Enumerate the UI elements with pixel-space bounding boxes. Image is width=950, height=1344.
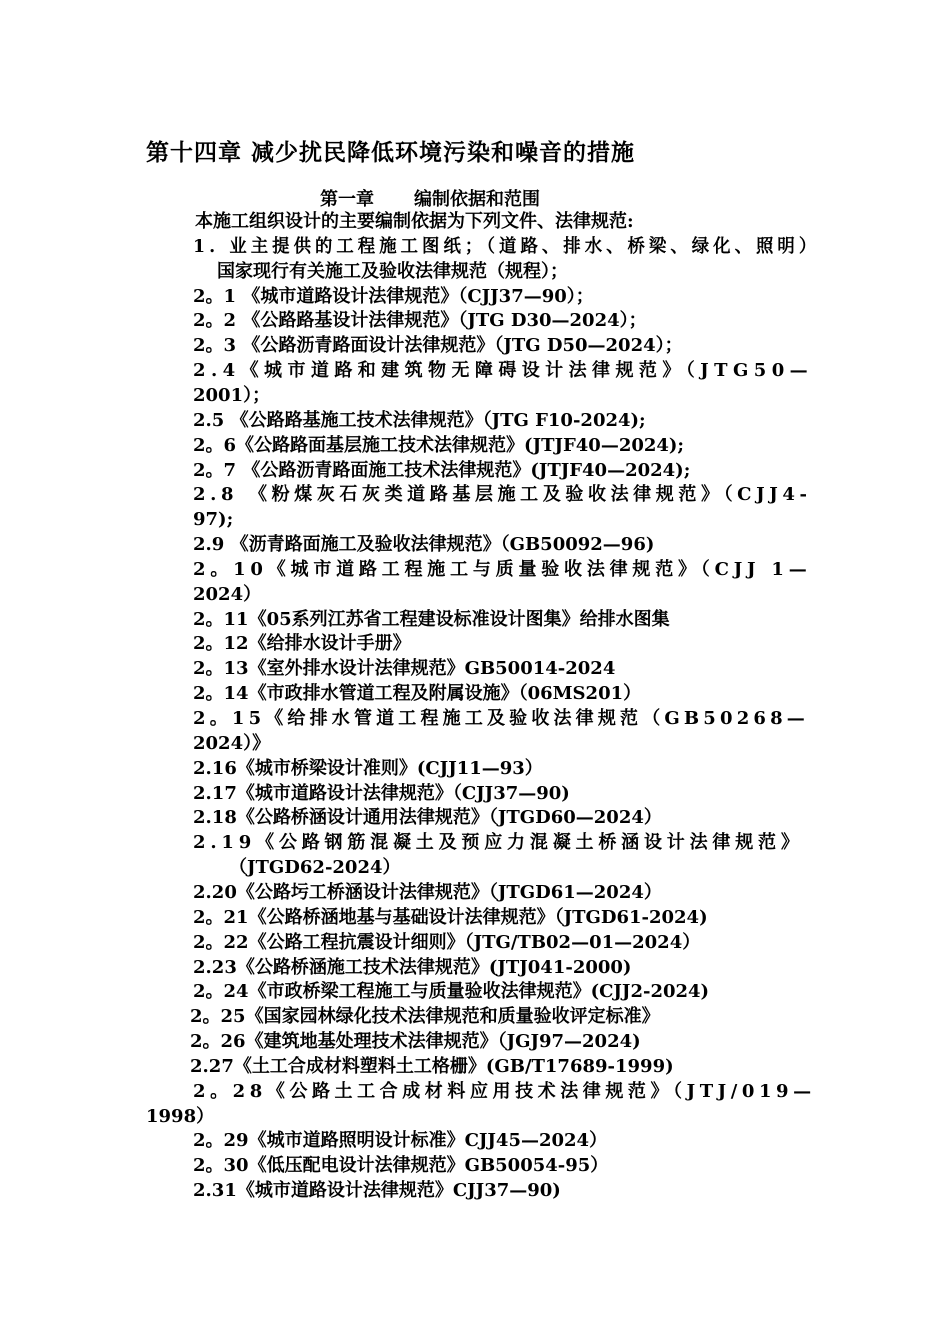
body-line: 2.18《公路桥涵设计通用法律规范》（JTGD60—2024） <box>193 807 662 829</box>
body-line: 2。21《公路桥涵地基与基础设计法律规范》（JTGD61-2024) <box>193 906 708 928</box>
body-line: 2.17《城市道路设计法律规范》（CJJ37—90) <box>193 782 570 804</box>
body-line: 2。24《市政桥梁工程施工与质量验收法律规范》(CJJ2-2024) <box>193 981 710 1003</box>
body-line: 2。25《国家园林绿化技术法律规范和质量验收评定标准》 <box>190 1006 660 1028</box>
body-line: 2.20《公路圬工桥涵设计法律规范》（JTGD61—2024） <box>193 881 662 903</box>
body-line: 2。11《05系列江苏省工程建设标准设计图集》给排水图集 <box>193 608 670 630</box>
body-line: 2。7 《公路沥青路面施工技术法律规范》(JTJF40—2024); <box>193 459 691 481</box>
body-line: （JTGD62-2024） <box>229 857 401 879</box>
body-line: 2。1 《城市道路设计法律规范》（CJJ37—90）； <box>193 285 594 307</box>
body-line: 本施工组织设计的主要编制依据为下列文件、法律规范: <box>195 211 634 232</box>
body-line: 1998） <box>146 1105 215 1127</box>
page-title: 第十四章 减少扰民降低环境污染和噪音的措施 <box>146 139 636 166</box>
chapter-name: 编制依据和范围 <box>414 189 540 210</box>
body-line: 2024）》 <box>193 732 271 754</box>
body-line: 国家现行有关施工及验收法律规范（规程）； <box>217 260 568 282</box>
body-line: 2.5 《公路路基施工技术法律规范》（JTG F10-2024); <box>193 409 646 431</box>
body-line: 2.19《公路钢筋混凝土及预应力混凝土桥涵设计法律规范》 <box>193 832 804 854</box>
body-line: 2.23《公路桥涵施工技术法律规范》(JTJ041-2000) <box>193 956 632 978</box>
body-line: 2.8 《粉煤灰石灰类道路基层施工及验收法律规范》（CJJ4- <box>193 484 812 506</box>
body-line: 1. 业主提供的工程施工图纸；（道路、排水、桥梁、绿化、照明） <box>193 235 821 257</box>
body-line: 2001）； <box>193 384 271 406</box>
body-line: 2.31《城市道路设计法律规范》CJJ37—90) <box>193 1180 561 1202</box>
body-line: 2。3 《公路沥青路面设计法律规范》（JTG D50—2024）； <box>193 335 683 357</box>
body-line: 2。26《建筑地基处理技术法律规范》（JGJ97—2024) <box>190 1031 641 1053</box>
body-line: 2。30《低压配电设计法律规范》GB50054-95） <box>193 1155 609 1177</box>
body-line: 2。13《室外排水设计法律规范》GB50014-2024 <box>193 658 616 680</box>
body-line: 2.27《土工合成材料塑料土工格栅》(GB/T17689-1999) <box>190 1055 674 1077</box>
body-line: 2.16《城市桥梁设计准则》(CJJ11—93） <box>193 757 543 779</box>
body-line: 2。2 《公路路基设计法律规范》（JTG D30—2024）； <box>193 310 647 332</box>
body-line: 2.9 《沥青路面施工及验收法律规范》（GB50092—96) <box>193 534 655 556</box>
body-line: 2。28《公路土工合成材料应用技术法律规范》（JTJ/019— <box>193 1080 816 1102</box>
body-line: 97); <box>193 509 234 531</box>
body-line: 2。10《城市道路工程施工与质量验收法律规范》（CJJ 1— <box>193 558 812 580</box>
body-line: 2。6《公路路面基层施工技术法律规范》(JTJF40—2024); <box>193 434 685 456</box>
body-line: 2。15《给排水管道工程施工及验收法律规范（GB50268— <box>193 708 809 729</box>
body-line: 2。29《城市道路照明设计标准》CJJ45—2024） <box>193 1130 608 1152</box>
body-line: 2024） <box>193 583 262 605</box>
chapter-heading <box>320 185 540 211</box>
body-line: 2.4《城市道路和建筑物无障碍设计法律规范》（JTG50— <box>193 360 814 382</box>
chapter-number: 第一章 <box>320 189 374 210</box>
body-line: 2。12《给排水设计手册》 <box>193 633 411 655</box>
body-line: 2。14《市政排水管道工程及附属设施》（06MS201） <box>193 683 642 705</box>
body-line: 2。22《公路工程抗震设计细则》（JTG/TB02—01—2024） <box>193 931 701 953</box>
